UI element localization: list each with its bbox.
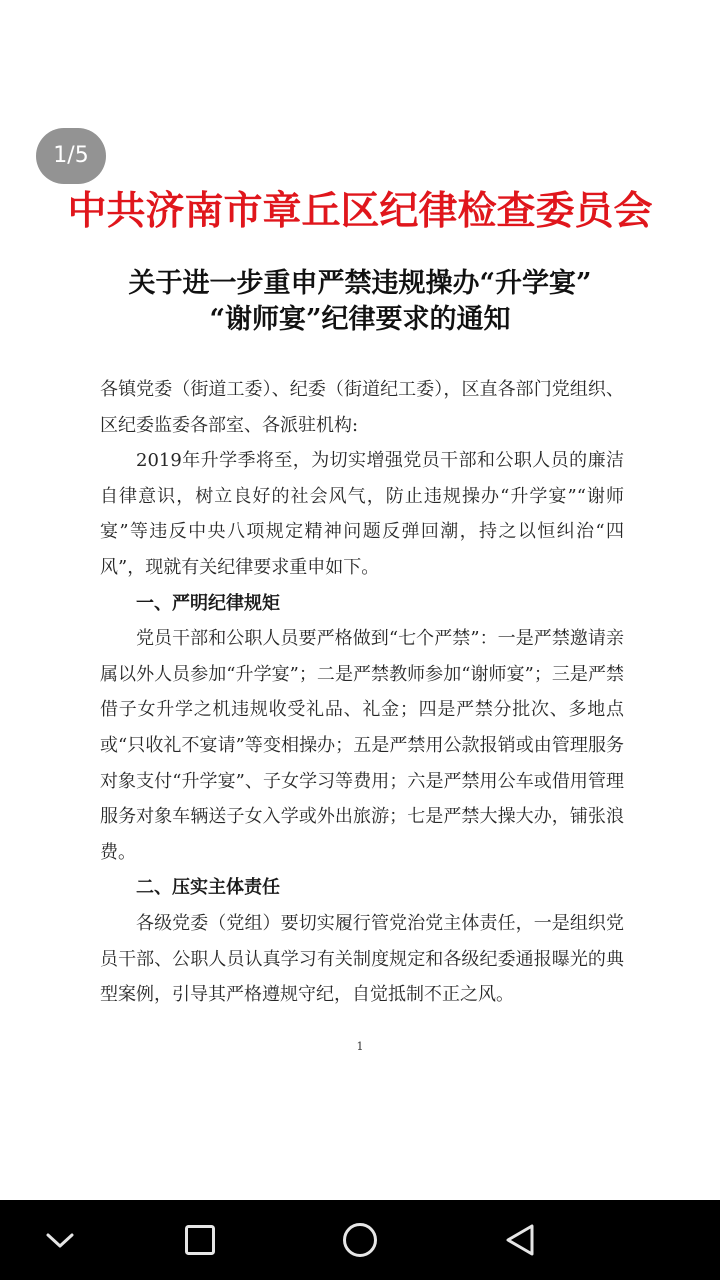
- addressee-paragraph: 各镇党委（街道工委）、纪委（街道纪工委），区直各部门党组织、区纪委监委各部室、各派驻机构:: [100, 379, 624, 436]
- page-indicator-badge: 1/5: [36, 128, 106, 184]
- home-button[interactable]: [334, 1214, 386, 1266]
- notice-title: [0, 266, 720, 338]
- recents-button[interactable]: [174, 1214, 226, 1266]
- circle-icon: [342, 1222, 378, 1258]
- document-body: [100, 372, 624, 1013]
- back-button[interactable]: [494, 1214, 546, 1266]
- section-1-heading: 一、严明纪律规矩: [136, 592, 280, 614]
- system-navigation-bar: [0, 1200, 720, 1280]
- section-1-paragraph: 党员干部和公职人员要严格做到“七个严禁”：一是严禁邀请亲属以外人员参加“升学宴”；二是严禁教师参加“谢师宴”；三是严禁借子女升学之机违规收受礼品、礼金；四是严禁分批次、多地点或“只收礼不宴请”等变相操办；五是严禁用公款报销或由管理服务对象支付“升学宴”、子女学习等费用；六是严禁用公车或借用管理服务对象车辆送子女入学或外出旅游；七是严禁大操大办，铺张浪费。: [100, 628, 624, 863]
- collapse-button[interactable]: [34, 1214, 86, 1266]
- notice-title-line-2: “谢师宴”纪律要求的通知: [209, 304, 511, 335]
- org-title: 中共济南市章丘区纪律检查委员会: [67, 188, 653, 234]
- intro-paragraph: 2019年升学季将至，为切实增强党员干部和公职人员的廉洁自律意识，树立良好的社会风气，防止违规操办“升学宴”“谢师宴”等违反中央八项规定精神问题反弹回潮，持之以恒纠治“四风”，现就有关纪律要求重申如下。: [100, 450, 624, 578]
- triangle-back-icon: [504, 1223, 536, 1257]
- page-number: 1: [356, 1040, 364, 1053]
- section-2-paragraph: 各级党委（党组）要切实履行管党治党主体责任，一是组织党员干部、公职人员认真学习有关制度规定和各级纪委通报曝光的典型案例，引导其严格遵规守纪，自觉抵制不正之风。: [100, 912, 624, 1006]
- section-2-heading: 二、压实主体责任: [136, 877, 280, 899]
- notice-title-line-1: 关于进一步重申严禁违规操办“升学宴”: [128, 268, 592, 299]
- square-icon: [184, 1224, 216, 1256]
- chevron-down-icon: [45, 1230, 75, 1250]
